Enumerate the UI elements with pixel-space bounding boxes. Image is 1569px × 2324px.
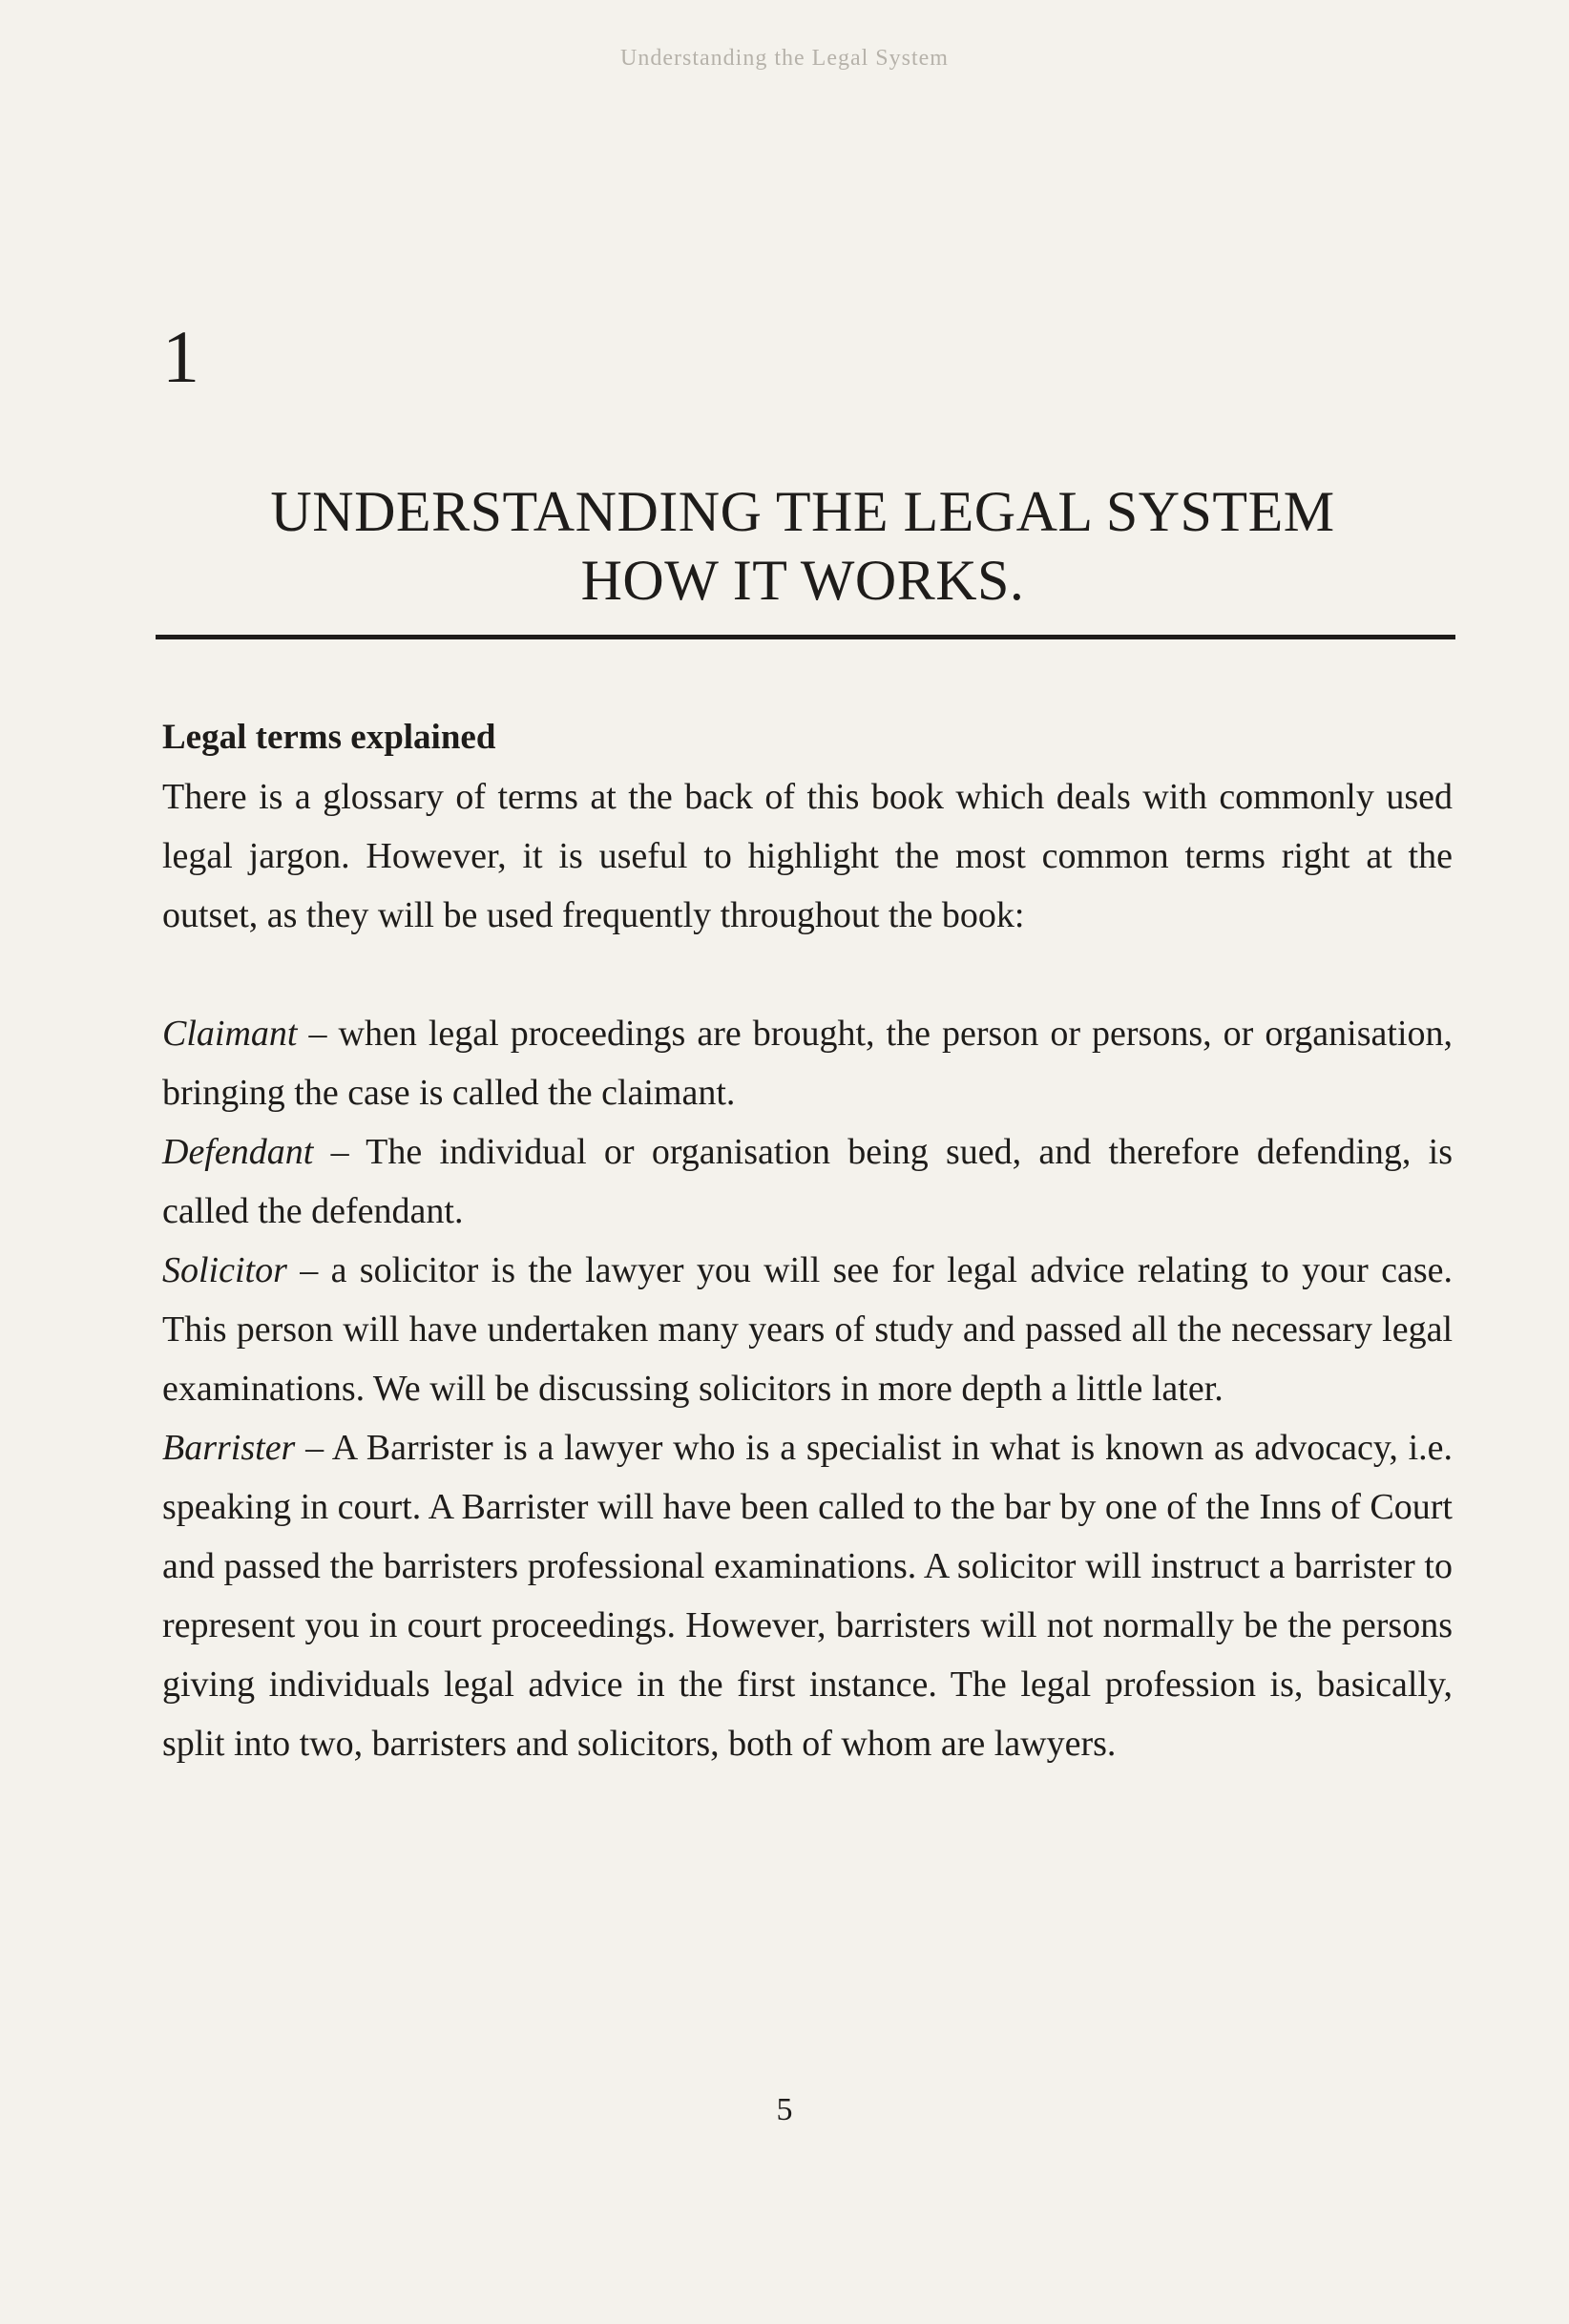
chapter-title-line-1: UNDERSTANDING THE LEGAL SYSTEM: [270, 480, 1335, 543]
definition-term: Defendant: [162, 1132, 314, 1172]
definition-separator: –: [295, 1428, 332, 1468]
definition-separator: –: [313, 1132, 366, 1172]
definition-text: A Barrister is a lawyer who is a specialist in what is known as advocacy, i.e. speaking in court. A Barrister will have been called to the bar by one of the Inns of Court and passed the barristers professional examinations. A solicitor will instruct a barrister to represent you in court proceedings. However, barristers will not normally be the persons giving individuals legal advice in the first instance. The legal profession is, basically, split into two, barristers and solicitors, both of whom are lawyers.: [162, 1428, 1453, 1764]
page-number: 5: [776, 2092, 793, 2127]
definition-separator: –: [297, 1014, 339, 1054]
body-text: [162, 708, 1453, 1773]
definition-defendant: [162, 1122, 1453, 1241]
intro-paragraph: There is a glossary of terms at the back of this book which deals with commonly used legal jargon. However, it is useful to highlight the most common terms right at the outset, as they will be used frequently throughout the book:: [162, 777, 1453, 935]
title-rule: [156, 635, 1455, 639]
definition-term: Solicitor: [162, 1250, 287, 1290]
definition-barrister: [162, 1418, 1453, 1773]
definition-text: when legal proceedings are brought, the person or persons, or organisation, bringing the case is called the claimant.: [162, 1014, 1453, 1113]
definition-text: The individual or organisation being sued, and therefore defending, is called the defendant.: [162, 1132, 1453, 1231]
definition-solicitor: [162, 1241, 1453, 1418]
definition-term: Barrister: [162, 1428, 296, 1468]
section-heading: Legal terms explained: [162, 718, 496, 757]
definition-claimant: [162, 1004, 1453, 1122]
chapter-number: 1: [162, 315, 199, 398]
running-head: Understanding the Legal System: [620, 46, 949, 71]
chapter-title-line-2: HOW IT WORKS.: [580, 549, 1025, 612]
definition-text: a solicitor is the lawyer you will see for legal advice relating to your case. This person will have undertaken many years of study and passed all the necessary legal examinations. We will be discussing solicitors in more depth a little later.: [162, 1250, 1454, 1409]
paragraph-spacer: [162, 945, 1453, 1004]
definition-separator: –: [286, 1250, 331, 1290]
definition-term: Claimant: [162, 1014, 298, 1054]
chapter-title: [153, 477, 1453, 615]
